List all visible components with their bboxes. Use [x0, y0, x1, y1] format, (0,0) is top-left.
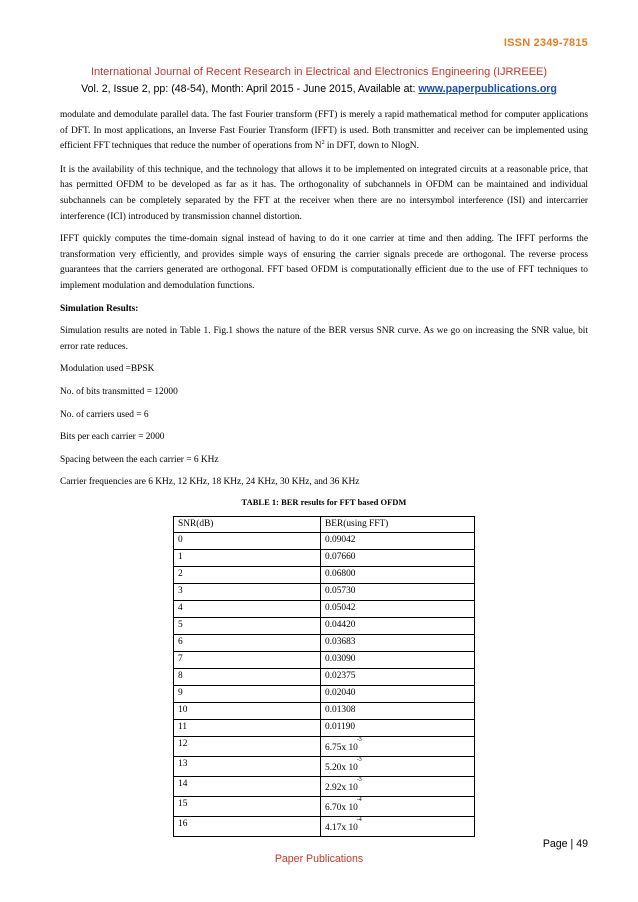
table-caption: TABLE 1: BER results for FFT based OFDM: [241, 496, 407, 507]
snr-cell: 9: [174, 686, 321, 703]
snr-cell: 7: [174, 652, 321, 669]
ber-mantissa: 6.75x 10: [325, 743, 358, 754]
paragraph-fft-a: modulate and demodulate parallel data. The fast Fourier transform (FFT) is merely a rapid mathematical method for computer applications of DFT. In most applications, an Inverse Fast Fourier Transform (IFFT) is used. Both transmitter and receiver can be implemented using efficient FFT techniques that reduce the number of operations from N: [60, 110, 588, 152]
snr-cell: 0: [174, 533, 321, 550]
ber-sci-value: [325, 737, 363, 756]
snr-cell: 1: [174, 550, 321, 567]
article-body: [60, 108, 588, 837]
volume-text: Vol. 2, Issue 2, pp: (48-54), Month: April 2015 - June 2015, Available at:: [81, 83, 419, 95]
paragraph-fft-b: in DFT, down to NlogN.: [324, 141, 419, 152]
snr-cell: 11: [174, 720, 321, 737]
ber-sci-value: [325, 817, 363, 836]
ber-cell: [321, 797, 475, 817]
ber-cell: 0.05730: [321, 584, 475, 601]
ber-sci-value: [325, 797, 363, 816]
table-row: [174, 686, 475, 703]
ber-cell: 0.09042: [321, 533, 475, 550]
ber-cell: 0.01190: [321, 720, 475, 737]
snr-cell: 3: [174, 584, 321, 601]
journal-url-link[interactable]: www.paperpublications.org: [418, 83, 557, 95]
section-heading: Simulation Results:: [60, 303, 139, 314]
ber-cell: [321, 817, 475, 837]
table-row: [174, 757, 475, 777]
ber-table: [173, 516, 475, 837]
ber-sci-value: [325, 777, 363, 796]
table-row: [174, 533, 475, 550]
ber-mantissa: 4.17x 10: [325, 823, 358, 834]
ber-cell: 0.03683: [321, 635, 475, 652]
ber-exponent: -3: [356, 777, 362, 784]
param-carriers: No. of carriers used = 6: [60, 409, 149, 420]
table-row: [174, 669, 475, 686]
param-bits-per-carrier: Bits per each carrier = 2000: [60, 432, 165, 443]
snr-cell: 10: [174, 703, 321, 720]
param-modulation: Modulation used =BPSK: [60, 364, 155, 375]
issn-label: ISSN 2349-7815: [503, 37, 588, 49]
page-number: Page | 49: [542, 838, 588, 850]
ber-cell: 0.05042: [321, 601, 475, 618]
table-header-row: [174, 517, 475, 533]
table-row: [174, 777, 475, 797]
snr-cell: 14: [174, 777, 321, 797]
ber-cell: 0.06800: [321, 567, 475, 584]
table-row: [174, 601, 475, 618]
ber-sci-value: [325, 757, 363, 776]
ber-cell: [321, 777, 475, 797]
param-frequencies: Carrier frequencies are 6 KHz, 12 KHz, 18 KHz, 24 KHz, 30 KHz, and 36 KHz: [60, 477, 360, 488]
snr-cell: 4: [174, 601, 321, 618]
table-row: [174, 817, 475, 837]
ber-exponent: -3: [356, 737, 362, 744]
snr-cell: 15: [174, 797, 321, 817]
table-row: [174, 550, 475, 567]
snr-cell: 2: [174, 567, 321, 584]
ber-exponent: -4: [356, 817, 362, 824]
header-ber: BER(using FFT): [321, 517, 475, 533]
param-bits: No. of bits transmitted = 12000: [60, 386, 178, 397]
table-row: [174, 635, 475, 652]
table-row: [174, 584, 475, 601]
table-row: [174, 618, 475, 635]
ber-cell: 0.01308: [321, 703, 475, 720]
table-row: [174, 737, 475, 757]
publisher-name: Paper Publications: [274, 853, 364, 865]
ber-cell: [321, 737, 475, 757]
ber-cell: 0.02040: [321, 686, 475, 703]
paragraph-orthogonality: It is the availability of this technique, and the technology that allows it to be implemented on integrated circuits at a reasonable price, that has permitted OFDM to be developed as far as it has. The orthogonality of subchannels in OFDM can be maintained and individual subchannels can be completely separated by the FFT at the receiver when there are no intersymbol interference (ISI) and intercarrier interference (ICI) introduced by transmission channel distortion.: [60, 164, 588, 222]
paragraph-fft: [60, 108, 588, 156]
snr-cell: 8: [174, 669, 321, 686]
ber-exponent: -3: [356, 757, 362, 764]
ber-exponent: -4: [356, 797, 362, 804]
snr-cell: 16: [174, 817, 321, 837]
ber-cell: 0.02375: [321, 669, 475, 686]
table-row: [174, 652, 475, 669]
header-snr: SNR(dB): [174, 517, 321, 533]
param-spacing: Spacing between the each carrier = 6 KHz: [60, 454, 219, 465]
snr-cell: 5: [174, 618, 321, 635]
table-row: [174, 567, 475, 584]
ber-cell: 0.07660: [321, 550, 475, 567]
table-row: [174, 703, 475, 720]
ber-mantissa: 5.20x 10: [325, 763, 358, 774]
ber-cell: 0.04420: [321, 618, 475, 635]
snr-cell: 6: [174, 635, 321, 652]
ber-mantissa: 2.92x 10: [325, 783, 358, 794]
snr-cell: 12: [174, 737, 321, 757]
paragraph-ifft: IFFT quickly computes the time-domain signal instead of having to do it one carrier at time and then adding. The IFFT performs the transformation very efficiently, and provides simple ways of ensuring the carrier signals precede are orthogonal. The reverse process guarantees that the carriers generated are orthogonal. FFT based OFDM is computationally efficient due to the use of FFT techniques to implement modulation and demodulation functions.: [60, 234, 588, 291]
snr-cell: 13: [174, 757, 321, 777]
ber-mantissa: 6.70x 10: [325, 803, 358, 814]
paragraph-results: Simulation results are noted in Table 1. Fig.1 shows the nature of the BER versus SNR curve. As we go on increasing the SNR value, bit error rate reduces.: [60, 326, 588, 352]
journal-title: International Journal of Recent Research in Electrical and Electronics Engineering (IJRREEE): [90, 66, 548, 78]
ber-cell: 0.03090: [321, 652, 475, 669]
table-row: [174, 797, 475, 817]
ber-cell: [321, 757, 475, 777]
volume-line: [0, 83, 638, 95]
table-row: [174, 720, 475, 737]
superscript-2: 2: [321, 140, 325, 147]
